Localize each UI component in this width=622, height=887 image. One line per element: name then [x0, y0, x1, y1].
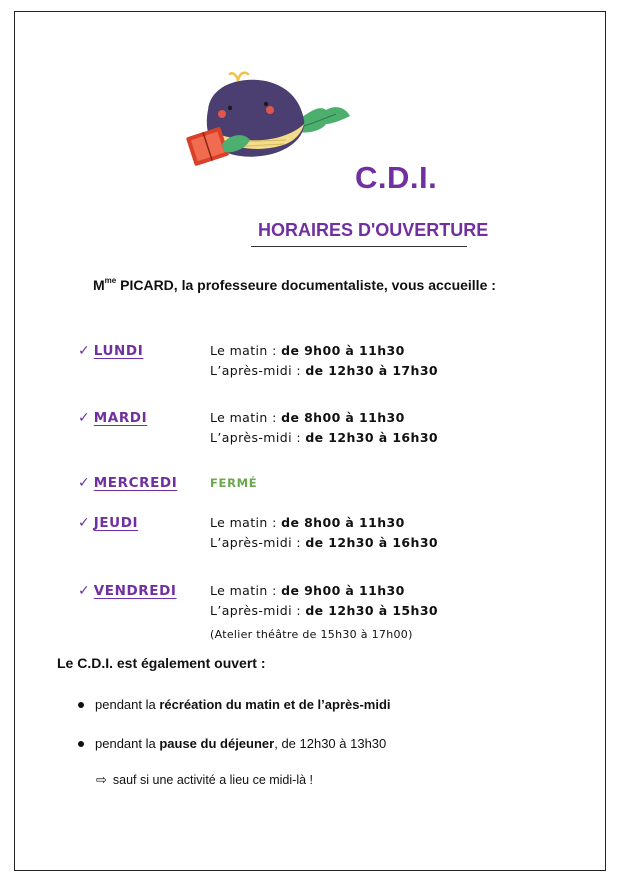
right-arrow-icon: ⇨ [96, 772, 107, 787]
intro-text: $M^{me}$ PICARD, la professeure documentaliste, vous accueille : [93, 276, 496, 293]
theatre-workshop-note: (Atelier théâtre de 15h30 à 17h00) [210, 628, 413, 641]
schedule-day-friday [78, 582, 177, 600]
intro-superscript: me [104, 276, 117, 285]
hours-thursday: Le matin : de 8h00 à 11h30 L’après-midi : de 12h30 à 16h30 [210, 515, 439, 550]
day-name: MARDI [93, 410, 148, 426]
bullet-icon [78, 741, 84, 747]
hours-friday: Le matin : de 9h00 à 11h30 L’après-midi : de 12h30 à 15h30 [210, 583, 439, 618]
page-subtitle: HORAIRES D'OUVERTURE [258, 220, 489, 240]
exception-note: ⇨ sauf si une activité a lieu ce midi-là ! [96, 772, 313, 787]
schedule-day-thursday [78, 514, 138, 532]
hours-monday: Le matin : de 9h00 à 11h30 L’après-midi : de 12h30 à 17h30 [210, 343, 439, 378]
day-name: VENDREDI [93, 583, 177, 599]
closed-status: FERMÉ [210, 476, 258, 490]
list-item: pendant la pause du déjeuner, de 12h30 à 13h30 [78, 736, 386, 751]
check-mark-icon: ✓ [78, 409, 90, 425]
schedule-day-tuesday [78, 409, 147, 427]
hours-tuesday: Le matin : de 8h00 à 11h30 L’après-midi : de 12h30 à 16h30 [210, 410, 439, 445]
page-title: C.D.I. [355, 160, 438, 195]
day-name: LUNDI [93, 343, 144, 359]
check-mark-icon: ✓ [78, 514, 90, 530]
check-mark-icon: ✓ [78, 474, 90, 490]
schedule-day-monday [78, 342, 143, 360]
day-name: JEUDI [93, 515, 139, 531]
whale-reading-book-illustration [186, 70, 351, 188]
check-mark-icon: ✓ [78, 582, 90, 598]
subtitle-underline [251, 246, 467, 247]
schedule-day-wednesday [78, 474, 177, 492]
also-open-heading: Le C.D.I. est également ouvert : [57, 655, 266, 671]
bullet-icon [78, 702, 84, 708]
list-item: pendant la récréation du matin et de l’après-midi [78, 697, 391, 712]
day-name: MERCREDI [93, 475, 178, 491]
check-mark-icon: ✓ [78, 342, 90, 358]
